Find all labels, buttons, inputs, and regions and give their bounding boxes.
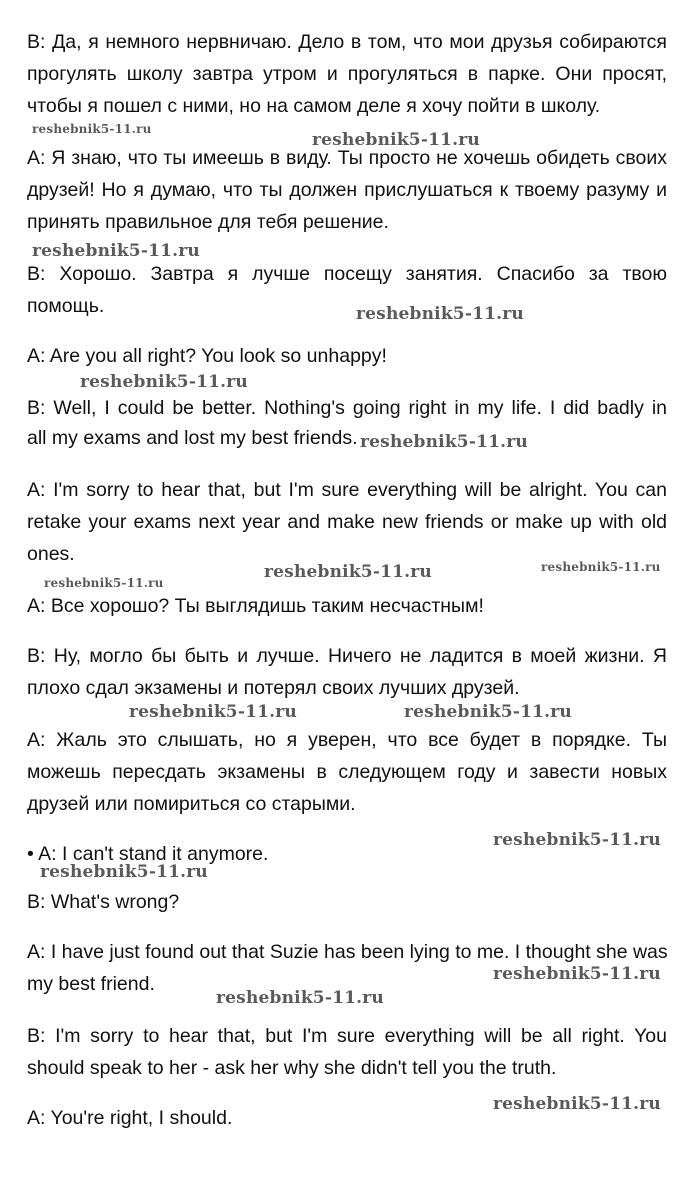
text-line: чтобы я пошел с ними, но на самом деле я хочу пойти в школу. bbox=[27, 95, 601, 117]
watermark: reshebnik5-11.ru bbox=[541, 560, 661, 574]
text-line: А: Все хорошо? Ты выглядишь таким несчастным! bbox=[27, 595, 484, 617]
text-line: плохо сдал экзамены и потерял своих лучших друзей. bbox=[27, 677, 520, 699]
text-line: B: Well, I could be better. Nothing's going right in my life. I did badly in bbox=[27, 397, 667, 419]
watermark: reshebnik5-11.ru bbox=[493, 830, 661, 850]
watermark: reshebnik5-11.ru bbox=[44, 576, 164, 590]
text-line: принять правильное для тебя решение. bbox=[27, 211, 389, 233]
text-line: В: Хорошо. Завтра я лучше посещу занятия. Спасибо за твою bbox=[27, 263, 667, 285]
text-line: помощь. bbox=[27, 295, 105, 317]
text-line: прогулять школу завтра утром и прогуляться в парке. Они просят, bbox=[27, 63, 667, 85]
text-line: друзей или помириться со старыми. bbox=[27, 793, 356, 815]
watermark: reshebnik5-11.ru bbox=[264, 562, 432, 582]
text-line: В: Да, я немного нервничаю. Дело в том, что мои друзья собираются bbox=[27, 31, 667, 53]
text-line: B: I'm sorry to hear that, but I'm sure everything will be all right. You bbox=[27, 1025, 667, 1047]
text-line: should speak to her - ask her why she didn't tell you the truth. bbox=[27, 1057, 557, 1079]
text-line: A: I'm sorry to hear that, but I'm sure everything will be alright. You can bbox=[27, 479, 667, 501]
text-line: A: Are you all right? You look so unhappy! bbox=[27, 345, 387, 367]
text-line: my best friend. bbox=[27, 973, 155, 995]
text-line: A: I have just found out that Suzie has been lying to me. I thought she was bbox=[27, 941, 668, 963]
text-line: • A: I can't stand it anymore. bbox=[27, 843, 269, 865]
watermark: reshebnik5-11.ru bbox=[404, 702, 572, 722]
text-line: В: Ну, могло бы быть и лучше. Ничего не ладится в моей жизни. Я bbox=[27, 645, 667, 667]
text-line: А: Жаль это слышать, но я уверен, что все будет в порядке. Ты bbox=[27, 729, 667, 751]
watermark: reshebnik5-11.ru bbox=[80, 372, 248, 392]
watermark: reshebnik5-11.ru bbox=[129, 702, 297, 722]
watermark: reshebnik5-11.ru bbox=[493, 1094, 661, 1114]
watermark: reshebnik5-11.ru bbox=[360, 432, 528, 452]
watermark: reshebnik5-11.ru bbox=[32, 241, 200, 261]
text-line: retake your exams next year and make new friends or make up with old bbox=[27, 511, 667, 533]
text-line: ones. bbox=[27, 543, 75, 565]
text-line: друзей! Но я думаю, что ты должен прислушаться к твоему разуму и bbox=[27, 179, 667, 201]
text-line: A: You're right, I should. bbox=[27, 1107, 233, 1129]
text-line: all my exams and lost my best friends. bbox=[27, 427, 358, 449]
text-line: А: Я знаю, что ты имеешь в виду. Ты просто не хочешь обидеть своих bbox=[27, 147, 667, 169]
watermark: reshebnik5-11.ru bbox=[312, 130, 480, 150]
watermark: reshebnik5-11.ru bbox=[356, 304, 524, 324]
watermark: reshebnik5-11.ru bbox=[40, 862, 208, 882]
watermark: reshebnik5-11.ru bbox=[32, 122, 152, 136]
text-line: можешь пересдать экзамены в следующем году и завести новых bbox=[27, 761, 667, 783]
watermark: reshebnik5-11.ru bbox=[216, 988, 384, 1008]
watermark: reshebnik5-11.ru bbox=[493, 964, 661, 984]
text-line: B: What's wrong? bbox=[27, 891, 180, 913]
